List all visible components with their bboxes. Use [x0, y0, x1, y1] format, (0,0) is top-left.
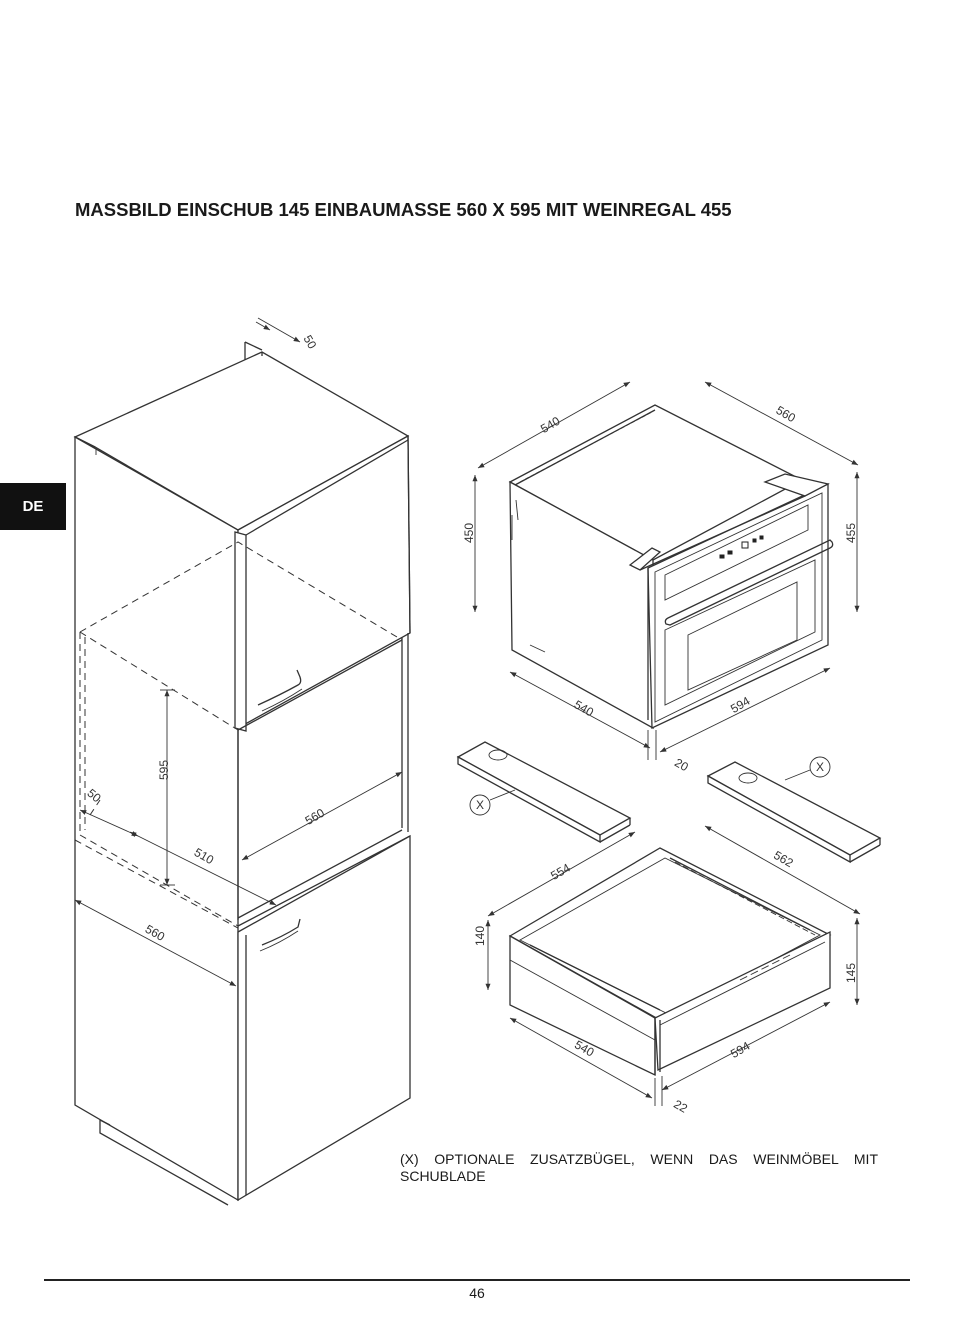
- dim-oven-height-right: 455: [844, 522, 858, 543]
- dim-drawer-width-top: 562: [771, 848, 796, 871]
- page-number: 46: [469, 1285, 485, 1301]
- dim-cab-opening-width: 560: [302, 805, 327, 828]
- dim-drawer-height-left: 140: [473, 925, 487, 946]
- dim-drawer-height-right: 145: [844, 962, 858, 983]
- dim-cab-inner-offset: 50: [84, 785, 104, 806]
- dim-oven-height-left: 450: [462, 522, 476, 543]
- dim-oven-front-depth: 20: [672, 755, 691, 775]
- dim-oven-width-top: 560: [773, 403, 798, 426]
- dim-oven-depth-bottom: 540: [571, 697, 597, 720]
- dim-cab-depth-offset: 50: [300, 332, 320, 352]
- page-title: MASSBILD EINSCHUB 145 EINBAUMASSE 560 X 595 MIT WEINREGAL 455: [75, 199, 732, 220]
- optional-brackets: [458, 742, 880, 862]
- footnote: (X) OPTIONALE ZUSATZBÜGEL, WENN DAS WEINMÖBEL MIT SCHUBLADE: [400, 1151, 878, 1184]
- tall-cabinet: [75, 342, 410, 1205]
- dim-drawer-front-depth: 22: [671, 1096, 690, 1116]
- bracket-label-right: X: [816, 760, 825, 774]
- dim-oven-front-width: 594: [728, 693, 753, 716]
- dim-drawer-depth-top: 554: [548, 860, 573, 883]
- dim-oven-depth-top: 540: [538, 413, 563, 436]
- bracket-label-left: X: [476, 798, 485, 812]
- built-in-oven: [510, 405, 833, 728]
- dim-drawer-depth-bottom: 540: [572, 1037, 597, 1060]
- language-tab: DE: [0, 483, 66, 530]
- dim-drawer-front-width: 594: [728, 1038, 753, 1061]
- dim-cab-opening-height: 595: [157, 759, 171, 780]
- dim-cab-width: 560: [142, 921, 168, 944]
- footer-divider: [44, 1279, 910, 1281]
- wine-drawer: [510, 848, 830, 1075]
- dim-cab-inner-depth: 510: [191, 845, 217, 868]
